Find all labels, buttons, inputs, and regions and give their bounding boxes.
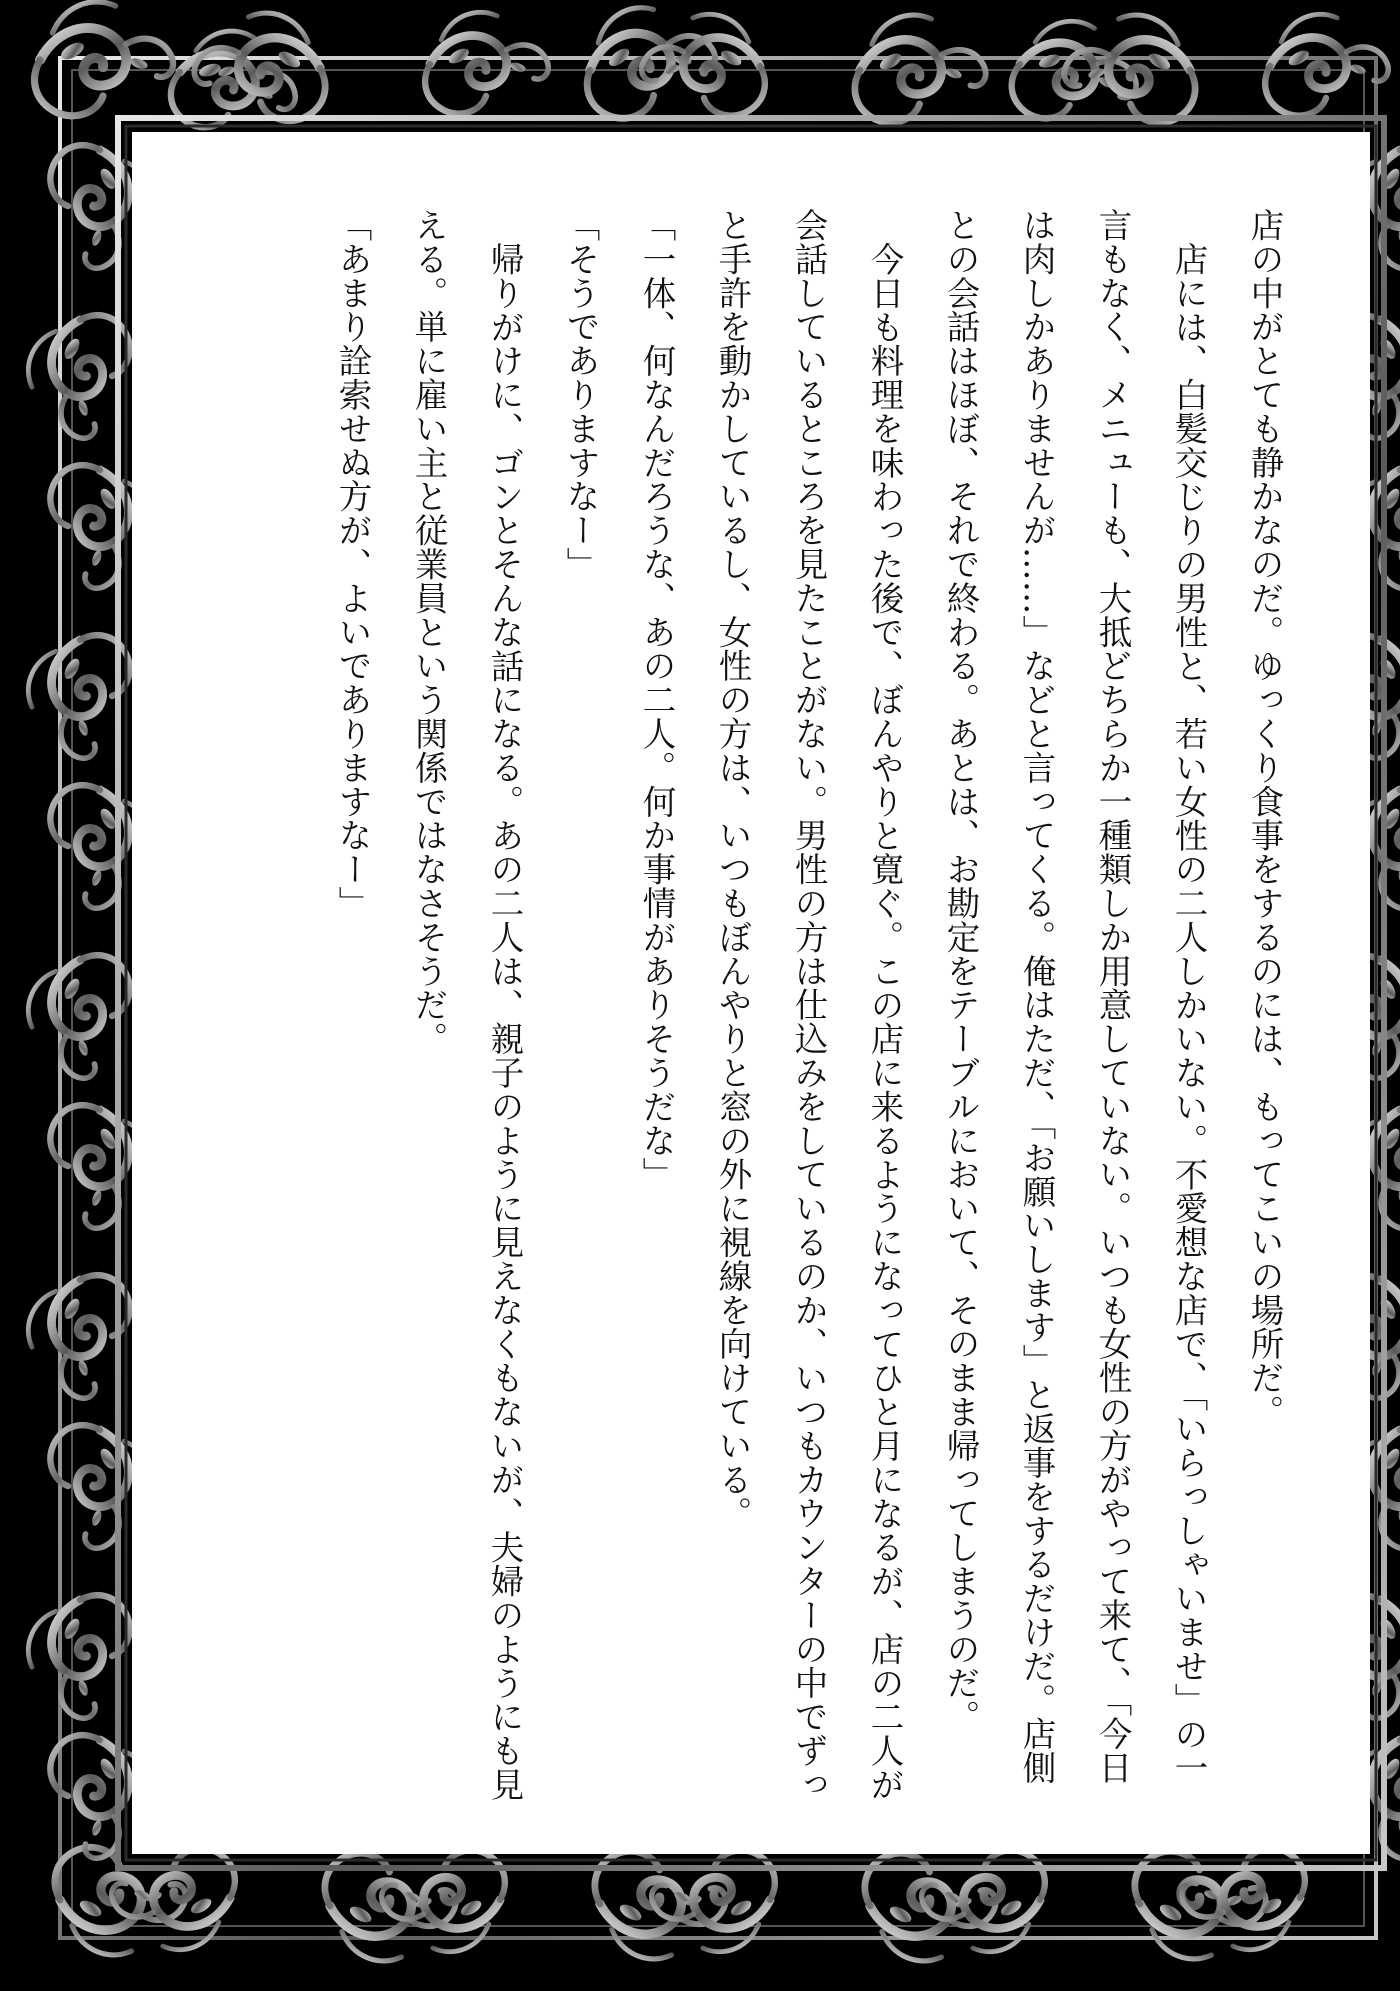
dialogue-line: 「そうでありますなー」 — [561, 208, 600, 581]
paragraph: 帰りがけに、ゴンとそんな話になる。あの二人は、親子のように見えなくもないが、夫婦のようにも見える。単に雇い主と従業員という関係ではなさそうだ。 — [409, 208, 524, 1801]
paragraph: 今日も料理を味わった後で、ぼんやりと寛ぐ。この店に来るようになってひと月になるが、店の二人が会話しているところを見たことがない。男性の方は仕込みをしているのか、いつもカウンターの中でずっと手許を動かしているし、女性の方は、いつもぼんやりと窓の外に視線を向けている。 — [713, 208, 904, 1802]
text-panel — [132, 132, 1370, 1854]
dialogue-line: 「一体、何なんだろうな、あの二人。何か事情がありそうだな」 — [637, 208, 676, 1192]
paragraph: 店には、白髪交じりの男性と、若い女性の二人しかいない。不愛想な店で、「いらっしゃいませ」の一言もなく、メニューも、大抵どちらか一種類しか用意していない。いつも女性の方がやって来て、「今日は肉しかありませんが……」などと言ってくる。俺はただ、「お願いします」と返事をするだけだ。店側との会話はほぼ、それで終わる。あとは、お勘定をテーブルにおいて、そのまま帰ってしまうのだ。 — [941, 208, 1208, 1785]
paragraph: 店の中がとても静かなのだ。ゆっくり食事をするのには、もってこいの場所だ。 — [1245, 208, 1284, 1429]
vertical-text-body — [314, 208, 1302, 1808]
dialogue-line: 「あまり詮索せぬ方が、よいでありますなー」 — [333, 208, 372, 920]
